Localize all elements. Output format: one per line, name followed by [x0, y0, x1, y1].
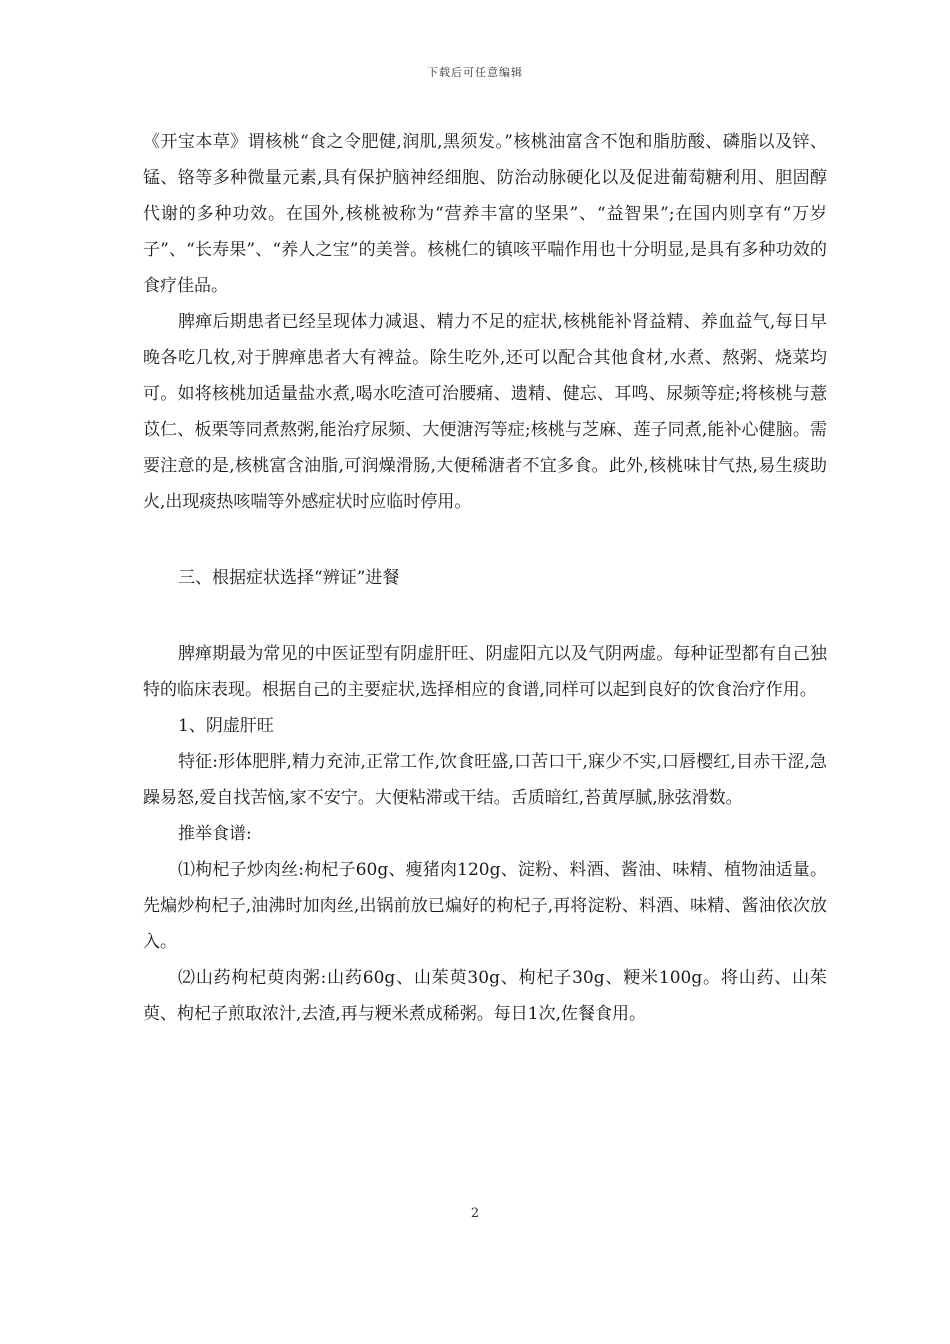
spacer — [143, 520, 827, 560]
paragraph-features: 特征:形体肥胖,精力充沛,正常工作,饮食旺盛,口苦口干,寐少不实,口唇樱红,目赤干涩,急躁易怒,爱自找苦恼,家不安宁。大便粘滞或干结。舌质暗红,苔黄厚腻,脉弦滑数。 — [143, 752, 827, 808]
document-body — [143, 124, 827, 1032]
page-number: 2 — [470, 1206, 480, 1221]
section-heading: 三、根据症状选择“辨证”进餐 — [178, 568, 400, 588]
recipe-item: ⑴枸杞子炒肉丝:枸杞子60g、瘦猪肉120g、淀粉、料酒、酱油、味精、植物油适量。先煸炒枸杞子,油沸时加肉丝,出锅前放已煸好的枸杞子,再将淀粉、料酒、味精、酱油依次放入。 — [143, 860, 827, 952]
paragraph-syndrome-types: 脾瘅期最为常见的中医证型有阴虚肝旺、阴虚阳亢以及气阴两虚。每种证型都有自己独特的临床表现。根据自己的主要症状,选择相应的食谱,同样可以起到良好的饮食治疗作用。 — [143, 644, 827, 700]
spacer — [143, 596, 827, 636]
paragraph-walnut-usage: 脾瘅后期患者已经呈现体力减退、精力不足的症状,核桃能补肾益精、养血益气,每日早晚各吃几枚,对于脾瘅患者大有裨益。除生吃外,还可以配合其他食材,水煮、熬粥、烧菜均可。如将核桃加适量盐水煮,喝水吃渣可治腰痛、遗精、健忘、耳鸣、尿频等症;将核桃与薏苡仁、板栗等同煮熬粥,能治疗尿频、大便溏泻等症;核桃与芝麻、莲子同煮,能补心健脑。需要注意的是,核桃富含油脂,可润燥滑肠,大便稀溏者不宜多食。此外,核桃味甘气热,易生痰助火,出现痰热咳喘等外感症状时应临时停用。 — [143, 312, 827, 512]
recipe-label: 推举食谱: — [178, 824, 252, 844]
paragraph-walnut-benefits: 《开宝本草》谓核桃“食之令肥健,润肌,黑须发。”核桃油富含不饱和脂肪酸、磷脂以及锌、锰、铬等多种微量元素,具有保护脑神经细胞、防治动脉硬化以及促进葡萄糖利用、胆固醇代谢的多种功效。在国外,核桃被称为“营养丰富的坚果”、“益智果”;在国内则享有“万岁子”、“长寿果”、“养人之宝”的美誉。核桃仁的镇咳平喘作用也十分明显,是具有多种功效的食疗佳品。 — [143, 132, 827, 296]
sub-heading: 1、阴虚肝旺 — [178, 716, 274, 736]
recipe-item: ⑵山药枸杞萸肉粥:山药60g、山茱萸30g、枸杞子30g、粳米100g。将山药、山茱萸、枸杞子煎取浓汁,去渣,再与粳米煮成稀粥。每日1次,佐餐食用。 — [143, 968, 827, 1024]
page-header: 下载后可任意编辑 — [427, 66, 523, 79]
